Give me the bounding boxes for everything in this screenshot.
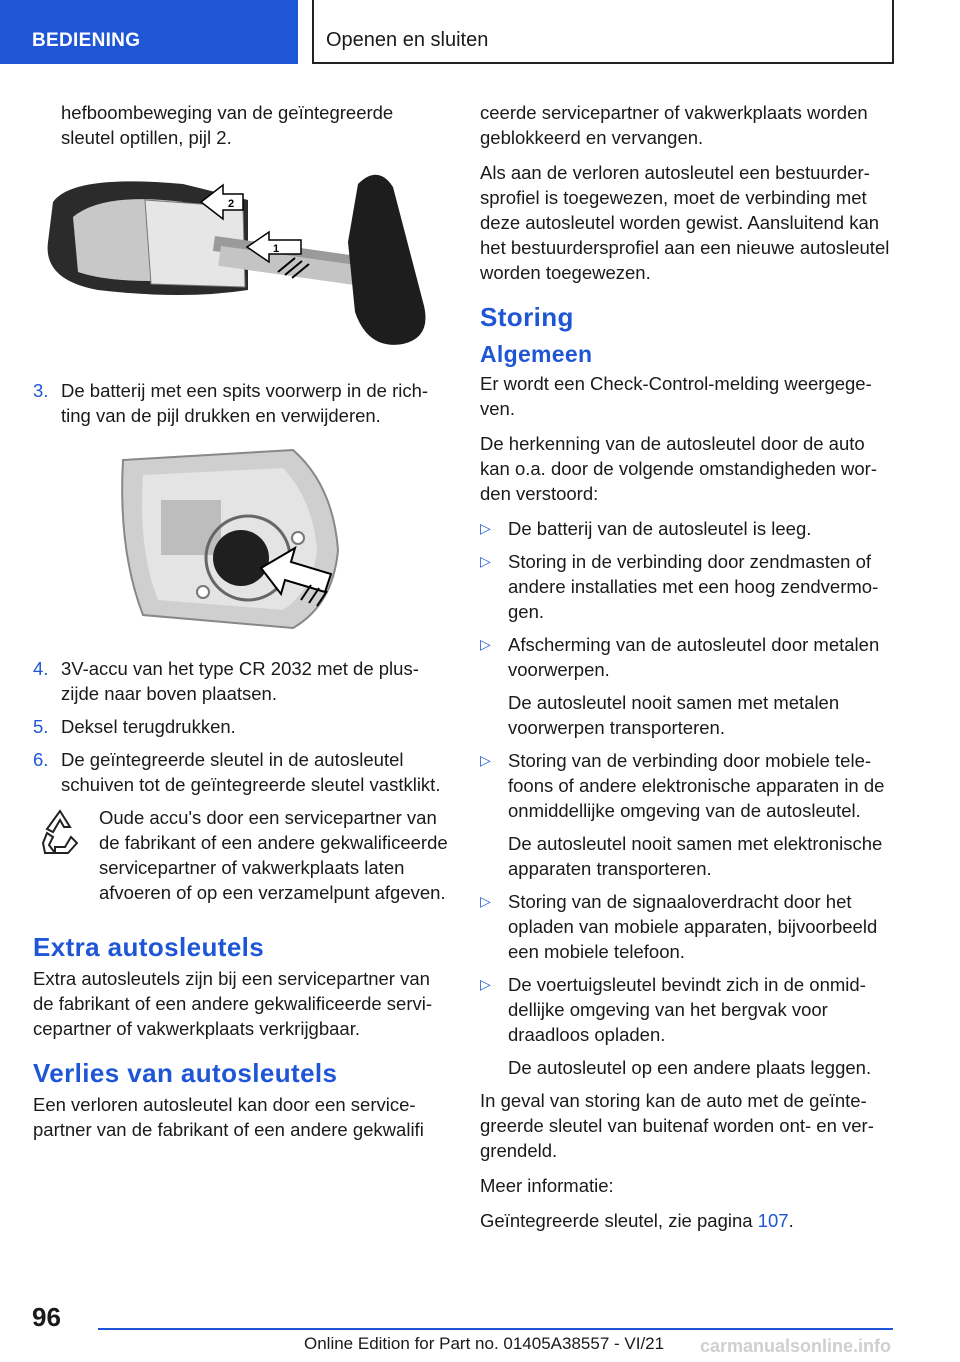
triangle-bullet-icon: ▷ <box>480 636 491 652</box>
triangle-bullet-icon: ▷ <box>480 553 491 569</box>
extra-keys-text: Extra autosleutels zijn bij een servicepartner van de fabrikant of een andere gekwalificeerde servicepartner of vakwerkplaats verkrijgbaar. <box>33 968 433 1039</box>
heading-lost-keys: Verlies van autosleutels <box>33 1058 338 1088</box>
recycle-note <box>33 805 448 915</box>
bullet-item <box>480 889 898 964</box>
bullet-item <box>480 632 898 682</box>
triangle-bullet-icon: ▷ <box>480 752 491 768</box>
chapter-header <box>312 0 894 64</box>
fallback-text: In geval van storing kan de auto met de geïntegreerde sleutel van buitenaf worden ont- en vergrendeld. <box>480 1090 874 1161</box>
right-column <box>480 100 898 1243</box>
bullet-text: Afscherming van de autosleutel door metalen voorwerpen. <box>508 634 880 680</box>
step-4 <box>33 656 448 706</box>
heading-extra-keys: Extra autosleutels <box>33 932 265 962</box>
step-text: De batterij met een spits voorwerp in de richting van de pijl drukken en verwijderen. <box>61 380 429 426</box>
page-number: 96 <box>32 1302 61 1332</box>
section-label: BEDIENING <box>32 30 141 51</box>
key-blade-illustration <box>33 162 448 362</box>
reference-prefix: Geïntegreerde sleutel, zie pagina <box>480 1210 758 1231</box>
bullet-text: Storing in de verbinding door zendmasten of andere installaties met een hoog zendvermogen. <box>508 551 879 622</box>
step-number: 6. <box>33 749 49 770</box>
more-info-label: Meer informatie: <box>480 1175 614 1196</box>
step-text: 3V-accu van het type CR 2032 met de pluszijde naar boven plaatsen. <box>61 658 419 704</box>
left-column <box>33 100 448 1152</box>
step-3 <box>33 378 448 428</box>
footer-divider <box>98 1328 893 1330</box>
bullet-text: Storing van de verbinding door mobiele telefoons of andere elektronische apparaten in de onmiddellijke omgeving van de autosleutel. <box>508 750 885 821</box>
watermark: carmanualsonline.info <box>700 1336 892 1356</box>
reference-line <box>480 1208 898 1233</box>
driver-profile-text: Als aan de verloren autosleutel een bestuurdersprofiel is toegewezen, moet de verbinding met deze autosleutel worden gewist. Aansluitend kan het bestuurdersprofiel aan een nieuwe autosleutel worden toegewezen. <box>480 162 890 283</box>
bullet-text: De batterij van de autosleutel is leeg. <box>508 518 812 539</box>
bullet-subtext: De autosleutel nooit samen met elektronische apparaten transporteren. <box>508 833 883 879</box>
step-text: Deksel terugdrukken. <box>61 716 236 737</box>
triangle-bullet-icon: ▷ <box>480 520 491 536</box>
bullet-item <box>480 972 898 1047</box>
triangle-bullet-icon: ▷ <box>480 893 491 909</box>
heading-algemeen: Algemeen <box>480 341 593 367</box>
section-tab <box>0 0 298 64</box>
step-number: 5. <box>33 716 49 737</box>
step-number: 3. <box>33 380 49 401</box>
bullet-text: De voertuigsleutel bevindt zich in de onmiddellijke omgeving van het bergvak voor draadloos opladen. <box>508 974 866 1045</box>
recognition-text: De herkenning van de autosleutel door de auto kan o.a. door de volgende omstandigheden worden verstoord: <box>480 433 878 504</box>
intro-text: hefboombeweging van de geïntegreerde sleutel optillen, pijl 2. <box>61 102 394 148</box>
chapter-title: Openen en sluiten <box>326 29 489 51</box>
cc-message-text: Er wordt een Check-Control-melding weergegeven. <box>480 373 872 419</box>
bullet-subtext: De autosleutel op een andere plaats leggen. <box>508 1057 872 1078</box>
bullet-item <box>480 549 898 624</box>
svg-text:1: 1 <box>273 243 280 255</box>
svg-text:2: 2 <box>228 198 235 210</box>
step-5 <box>33 714 448 739</box>
triangle-bullet-icon: ▷ <box>480 976 491 992</box>
heading-storing: Storing <box>480 302 574 332</box>
step-6 <box>33 747 448 797</box>
step-text: De geïntegreerde sleutel in de autosleutel schuiven tot de geïntegreerde sleutel vastklikt. <box>61 749 441 795</box>
page-link[interactable]: 107 <box>757 1210 789 1231</box>
lost-keys-text: Een verloren autosleutel kan door een servicepartner van de fabrikant of een andere gekwalifi <box>33 1094 424 1140</box>
footer-edition: Online Edition for Part no. 01405A38557 - VI/21 <box>304 1334 665 1353</box>
battery-illustration <box>33 440 448 640</box>
bullet-text: Storing van de signaaloverdracht door het opladen van mobiele apparaten, bijvoorbeeld een mobiele telefoon. <box>508 891 878 962</box>
bullet-item <box>480 748 898 823</box>
bullet-item <box>480 516 898 541</box>
recycle-text: Oude accu's door een servicepartner van de fabrikant of een andere gekwalificeerde servicepartner of vakwerkplaats laten afvoeren of op een verzamelpunt afgeven. <box>99 807 448 903</box>
recycle-icon <box>33 805 99 915</box>
bullet-subtext: De autosleutel nooit samen met metalen voorwerpen transporteren. <box>508 692 840 738</box>
lost-keys-continued: ceerde servicepartner of vakwerkplaats worden geblokkeerd en vervangen. <box>480 102 868 148</box>
reference-suffix: . <box>788 1210 794 1231</box>
step-number: 4. <box>33 658 49 679</box>
